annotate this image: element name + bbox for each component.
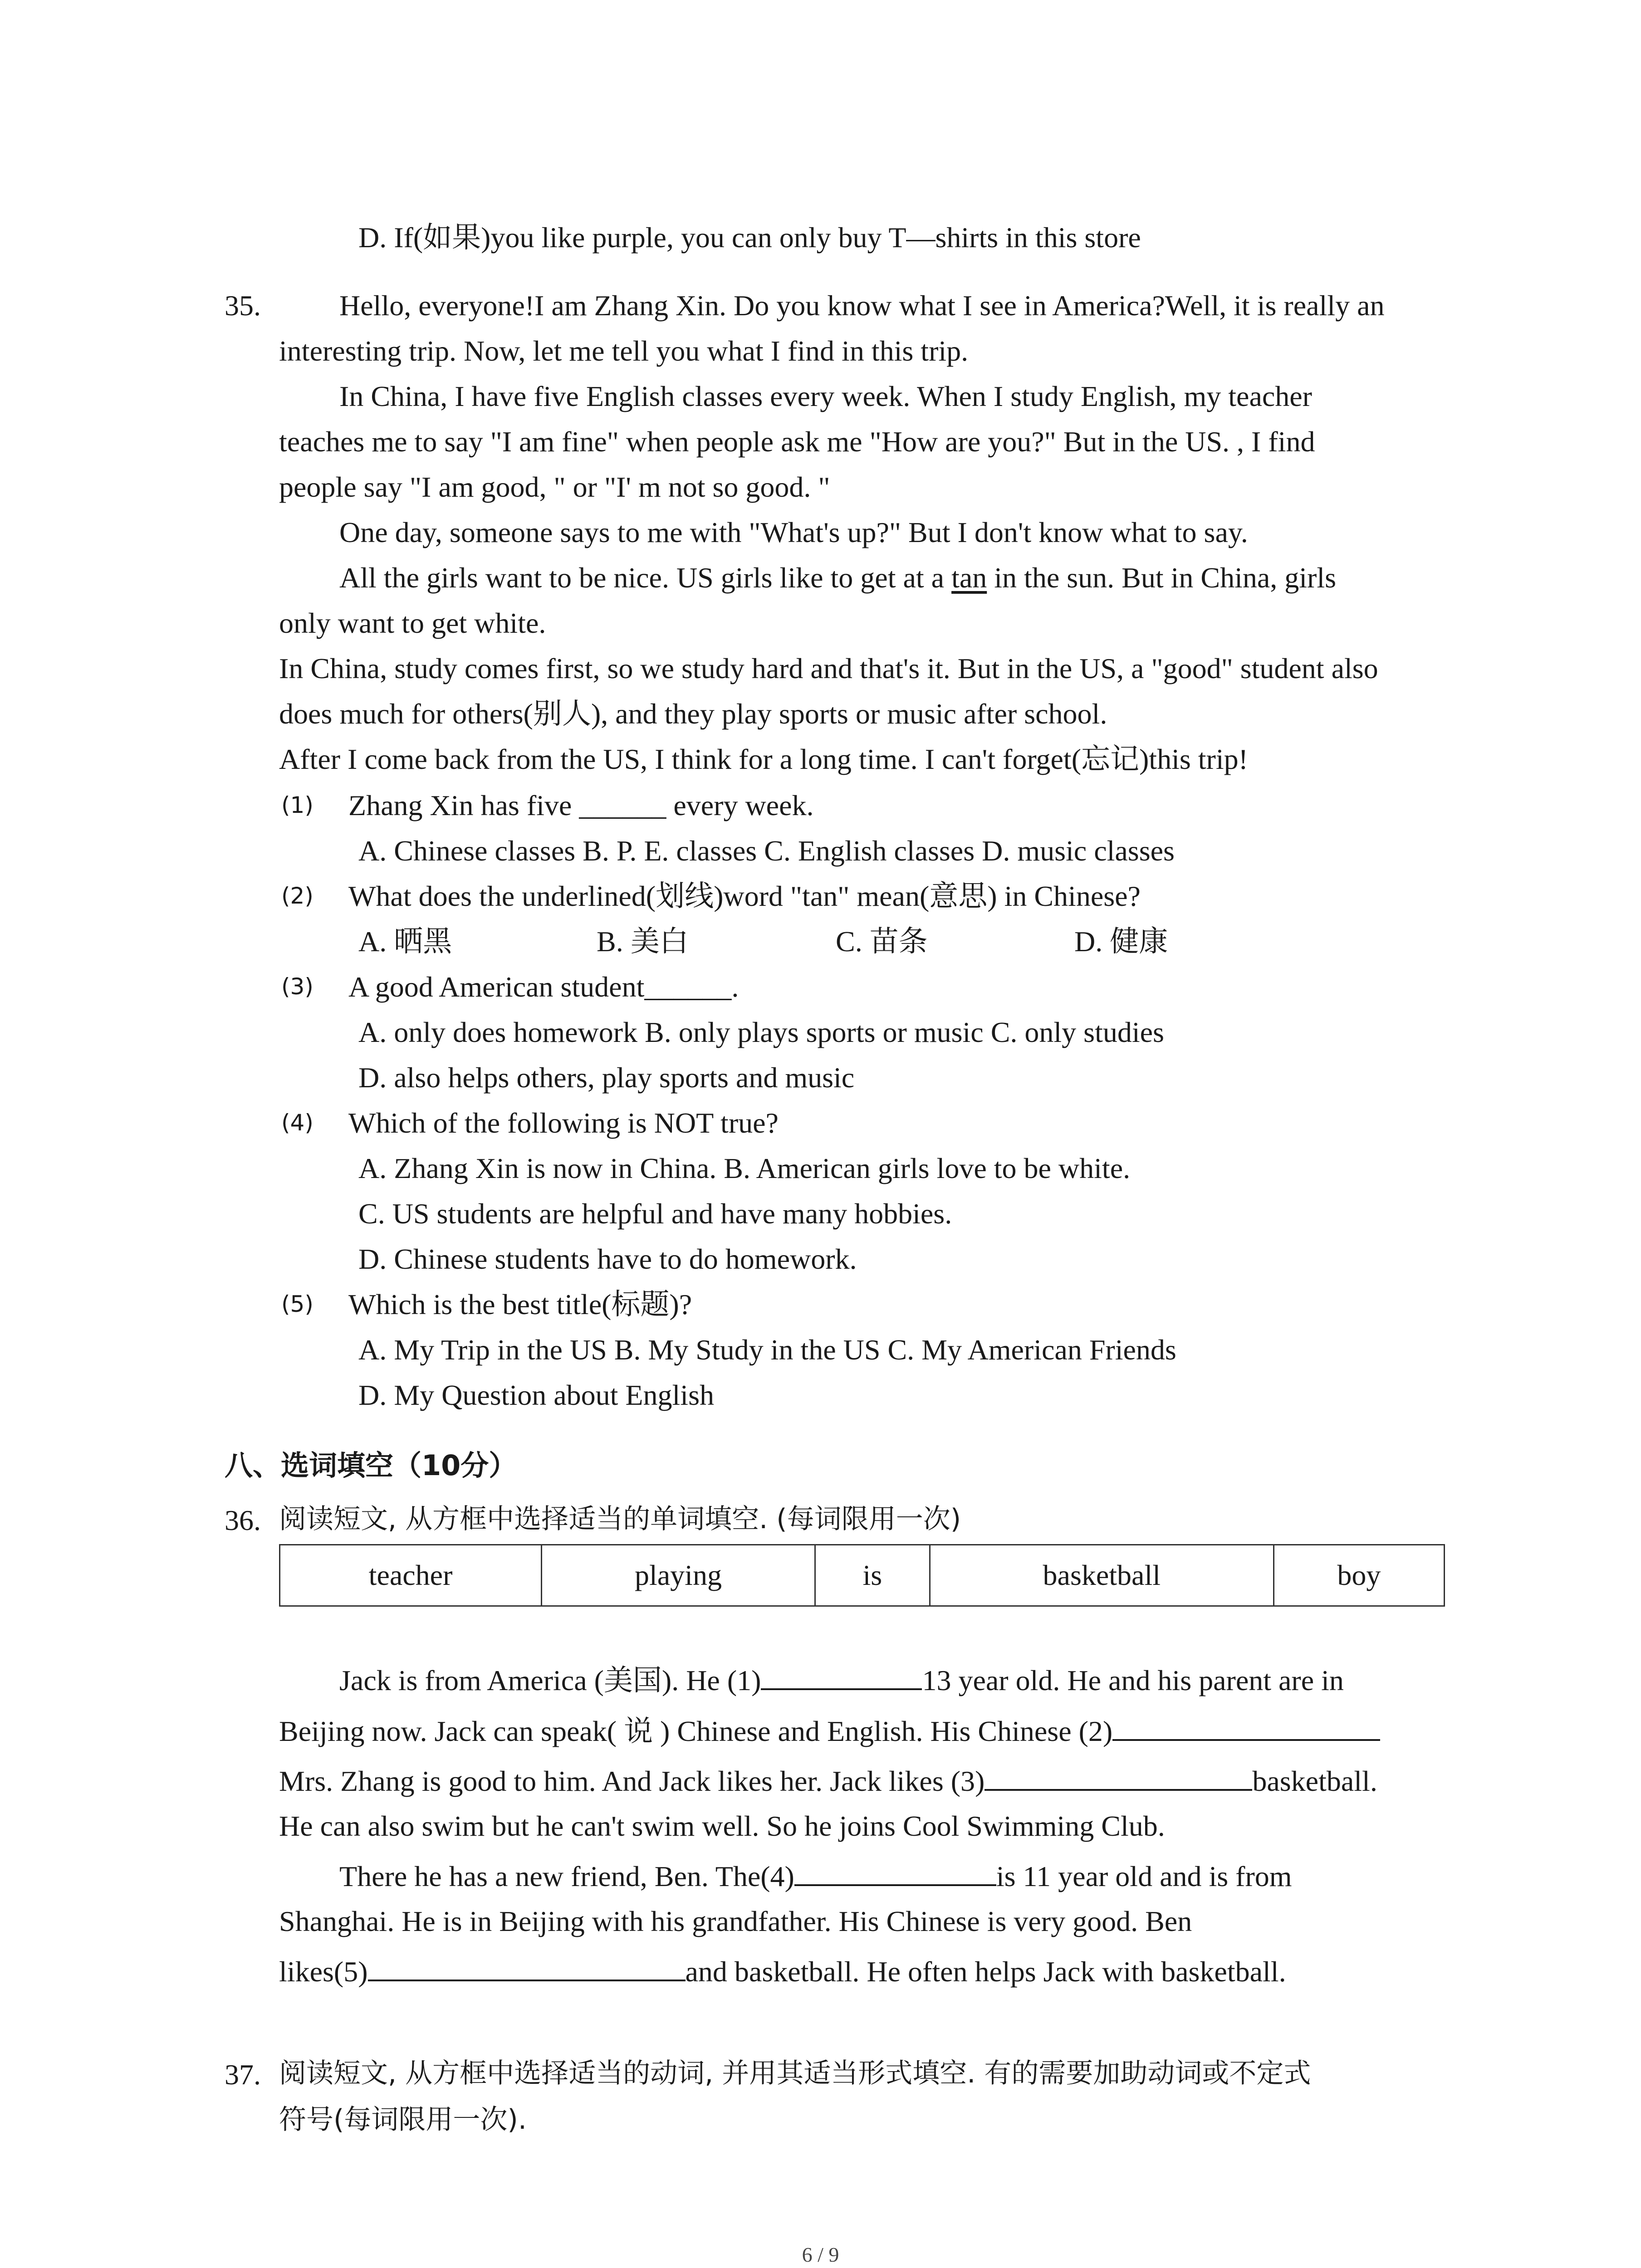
question-options: A. Zhang Xin is now in China. B. American girls love to be white. xyxy=(358,1152,1131,1184)
q35-passage-line: In China, I have five English classes every week. When I study English, my teacher xyxy=(339,380,1312,412)
q36-text: Jack is from America (美国). He (1) xyxy=(339,1664,761,1696)
q37-instruction: 阅读短文, 从方框中选择适当的动词, 并用其适当形式填空. 有的需要加助动词或不定式 xyxy=(279,2058,1311,2089)
q34-option-d: D. If(如果)you like purple, you can only buy T—shirts in this store xyxy=(358,221,1141,254)
question-number: (1) xyxy=(281,792,314,818)
q36-passage-line xyxy=(279,1713,1380,1750)
question-stem: A good American student______. xyxy=(348,971,739,1003)
answer-blank-4[interactable] xyxy=(794,1858,996,1886)
question-number: (3) xyxy=(281,973,314,1000)
question-stem: Which is the best title(标题)? xyxy=(348,1288,692,1320)
q36-text: 13 year old. He and his parent are in xyxy=(922,1664,1344,1696)
word-bank-table xyxy=(279,1544,1445,1607)
q36-passage-line xyxy=(279,1953,1286,1990)
q36-passage-line xyxy=(279,1763,1377,1799)
q36-text: likes(5) xyxy=(279,1955,368,1988)
word-bank-cell: playing xyxy=(542,1545,815,1606)
q36-number: 36. xyxy=(225,1504,261,1536)
word-bank-cell: boy xyxy=(1274,1545,1444,1606)
q35-number: 35. xyxy=(225,289,261,322)
question-option: B. 美白 xyxy=(597,925,689,958)
question-options: D. also helps others, play sports and music xyxy=(358,1061,855,1094)
q36-text: Mrs. Zhang is good to him. And Jack likes her. Jack likes (3) xyxy=(279,1765,985,1797)
answer-blank-3[interactable] xyxy=(985,1763,1252,1791)
q36-passage-line xyxy=(339,1662,1344,1699)
answer-blank-2[interactable] xyxy=(1112,1713,1380,1741)
question-number: (5) xyxy=(281,1291,314,1317)
question-number: (4) xyxy=(281,1110,314,1136)
q35-passage-line: people say "I am good, " or "I' m not so good. " xyxy=(279,471,830,503)
q35-passage-line: Hello, everyone!I am Zhang Xin. Do you know what I see in America?Well, it is really an xyxy=(339,289,1385,322)
q36-text: is 11 year old and is from xyxy=(996,1860,1292,1892)
q36-text: basketball. xyxy=(1252,1765,1377,1797)
q36-passage-line xyxy=(339,1858,1292,1895)
underlined-word-tan: tan xyxy=(951,562,987,594)
q35-passage-line: only want to get white. xyxy=(279,607,546,639)
word-bank-cell: teacher xyxy=(280,1545,542,1606)
q37-number: 37. xyxy=(225,2058,261,2091)
q37-instruction: 符号(每词限用一次). xyxy=(279,2104,527,2136)
q35-passage-line: does much for others(别人), and they play sports or music after school. xyxy=(279,698,1107,730)
q35-passage-line: teaches me to say "I am fine" when people ask me "How are you?" But in the US. , I find xyxy=(279,425,1315,458)
word-bank-cell: is xyxy=(815,1545,930,1606)
q36-passage-line: He can also swim but he can't swim well. So he joins Cool Swimming Club. xyxy=(279,1810,1165,1842)
question-options: D. Chinese students have to do homework. xyxy=(358,1243,857,1275)
question-option: D. 健康 xyxy=(1074,925,1168,958)
q35-passage-line: In China, study comes first, so we study hard and that's it. But in the US, a "good" student also xyxy=(279,652,1378,684)
q35-text: All the girls want to be nice. US girls like to get at a xyxy=(339,562,952,594)
q36-text: and basketball. He often helps Jack with basketball. xyxy=(685,1955,1286,1988)
q36-instruction: 阅读短文, 从方框中选择适当的单词填空. (每词限用一次) xyxy=(279,1503,961,1535)
question-option: A. 晒黑 xyxy=(358,925,452,958)
section-heading: 八、选词填空（10分） xyxy=(225,1449,517,1482)
q35-text: in the sun. But in China, girls xyxy=(987,562,1337,594)
question-options: C. US students are helpful and have many hobbies. xyxy=(358,1198,952,1230)
page-number: 6 / 9 xyxy=(802,2243,839,2266)
question-options: A. Chinese classes B. P. E. classes C. English classes D. music classes xyxy=(358,835,1175,867)
q35-passage-line: One day, someone says to me with "What's up?" But I don't know what to say. xyxy=(339,516,1248,548)
question-options: A. My Trip in the US B. My Study in the US C. My American Friends xyxy=(358,1334,1176,1366)
question-stem: Zhang Xin has five ______ every week. xyxy=(348,789,814,821)
word-bank-cell: basketball xyxy=(930,1545,1274,1606)
q36-text: Beijing now. Jack can speak( 说 ) Chinese and English. His Chinese (2) xyxy=(279,1715,1113,1747)
q36-passage-line: Shanghai. He is in Beijing with his grandfather. His Chinese is very good. Ben xyxy=(279,1905,1192,1937)
question-option: C. 苗条 xyxy=(836,925,928,958)
q36-text: There he has a new friend, Ben. The(4) xyxy=(339,1860,794,1892)
q35-passage-line: After I come back from the US, I think for a long time. I can't forget(忘记)this trip! xyxy=(279,743,1248,775)
question-number: (2) xyxy=(281,883,314,909)
answer-blank-5[interactable] xyxy=(368,1953,686,1981)
q35-passage-line xyxy=(339,560,1336,596)
answer-blank-1[interactable] xyxy=(761,1662,922,1690)
question-options: D. My Question about English xyxy=(358,1379,714,1411)
question-options: A. only does homework B. only plays sports or music C. only studies xyxy=(358,1016,1164,1048)
q35-passage-line: interesting trip. Now, let me tell you what I find in this trip. xyxy=(279,335,969,367)
question-stem: What does the underlined(划线)word "tan" mean(意思) in Chinese? xyxy=(348,880,1141,912)
question-stem: Which of the following is NOT true? xyxy=(348,1107,779,1139)
